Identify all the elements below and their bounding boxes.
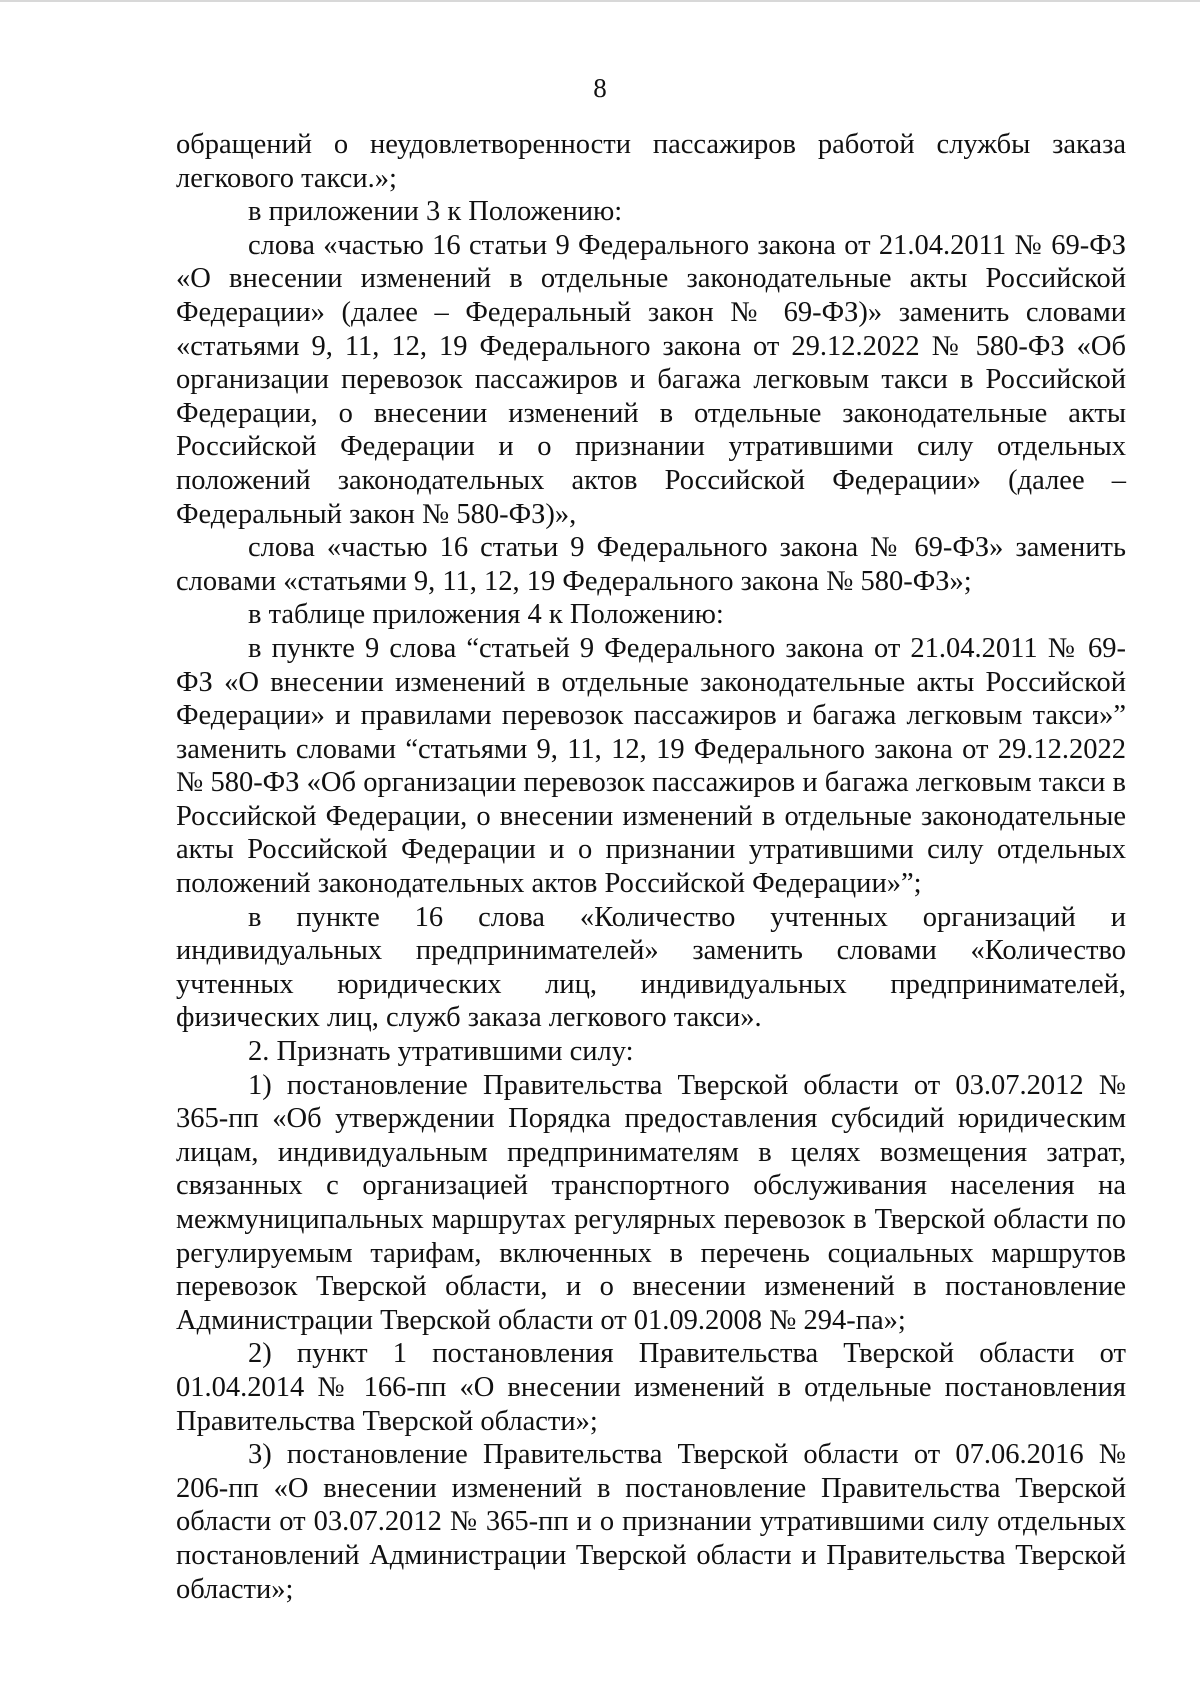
scan-edge	[0, 0, 1200, 2]
paragraph: обращений о неудовлетворенности пассажиров работой службы заказа легкового такси.»;	[176, 129, 1126, 194]
paragraph: 2) пункт 1 постановления Правительства Тверской области от 01.04.2014 № 166-пп «О внесении изменений в отдельные постановления Правительства Тверской области»;	[176, 1338, 1126, 1437]
paragraph: 2. Признать утратившими силу:	[248, 1036, 634, 1068]
paragraph: 3) постановление Правительства Тверской области от 07.06.2016 № 206-пп «О внесении изменений в постановление Правительства Тверской области от 03.07.2012 № 365-пп и о признании утратившими силу отдельных постановлений Администрации Тверской области и Правительства Тверской области»;	[176, 1439, 1126, 1605]
paragraph: слова «частью 16 статьи 9 Федерального закона от 21.04.2011 № 69-ФЗ «О внесении изменений в отдельные законодательные акты Российской Федерации» (далее – Федеральный закон № 69-ФЗ)» заменить словами «статьями 9, 11, 12, 19 Федерального закона от 29.12.2022 № 580-ФЗ «Об организации перевозок пассажиров и багажа легковым такси в Российской Федерации, о внесении изменений в отдельные законодательные акты Российской Федерации и о признании утратившими силу отдельных положений законодательных актов Российской Федерации» (далее – Федеральный закон № 580-ФЗ)»,	[176, 229, 1126, 530]
paragraph: слова «частью 16 статьи 9 Федерального закона № 69-ФЗ» заменить словами «статьями 9, 11, 12, 19 Федерального закона № 580-ФЗ»;	[176, 532, 1126, 597]
page-number: 8	[593, 73, 607, 103]
paragraph: в таблице приложения 4 к Положению:	[248, 599, 724, 631]
paragraph: в пункте 16 слова «Количество учтенных организаций и индивидуальных предпринимателей» заменить словами «Количество учтенных юридических лиц, индивидуальных предпринимателей, физических лиц, служб заказа легкового такси».	[176, 901, 1126, 1034]
document-body	[176, 128, 1126, 1606]
paragraph: в приложении 3 к Положению:	[248, 196, 623, 228]
paragraph: в пункте 9 слова “статьей 9 Федерального закона от 21.04.2011 № 69-ФЗ «О внесении изменений в отдельные законодательные акты Российской Федерации» и правилами перевозок пассажиров и багажа легковым такси»” заменить словами “статьями 9, 11, 12, 19 Федерального закона от 29.12.2022 № 580-ФЗ «Об организации перевозок пассажиров и багажа легковым такси в Российской Федерации, о внесении изменений в отдельные законодательные акты Российской Федерации и о признании утратившими силу отдельных положений законодательных актов Российской Федерации»”;	[176, 632, 1126, 900]
paragraph: 1) постановление Правительства Тверской области от 03.07.2012 № 365-пп «Об утверждении Порядка предоставления субсидий юридическим лицам, индивидуальным предпринимателям в целях возмещения затрат, связанных с организацией транспортного обслуживания населения на межмуниципальных маршрутах регулярных перевозок в Тверской области по регулируемым тарифам, включенных в перечень социальных маршрутов перевозок Тверской области, и о внесении изменений в постановление Администрации Тверской области от 01.09.2008 № 294-па»;	[176, 1069, 1126, 1336]
